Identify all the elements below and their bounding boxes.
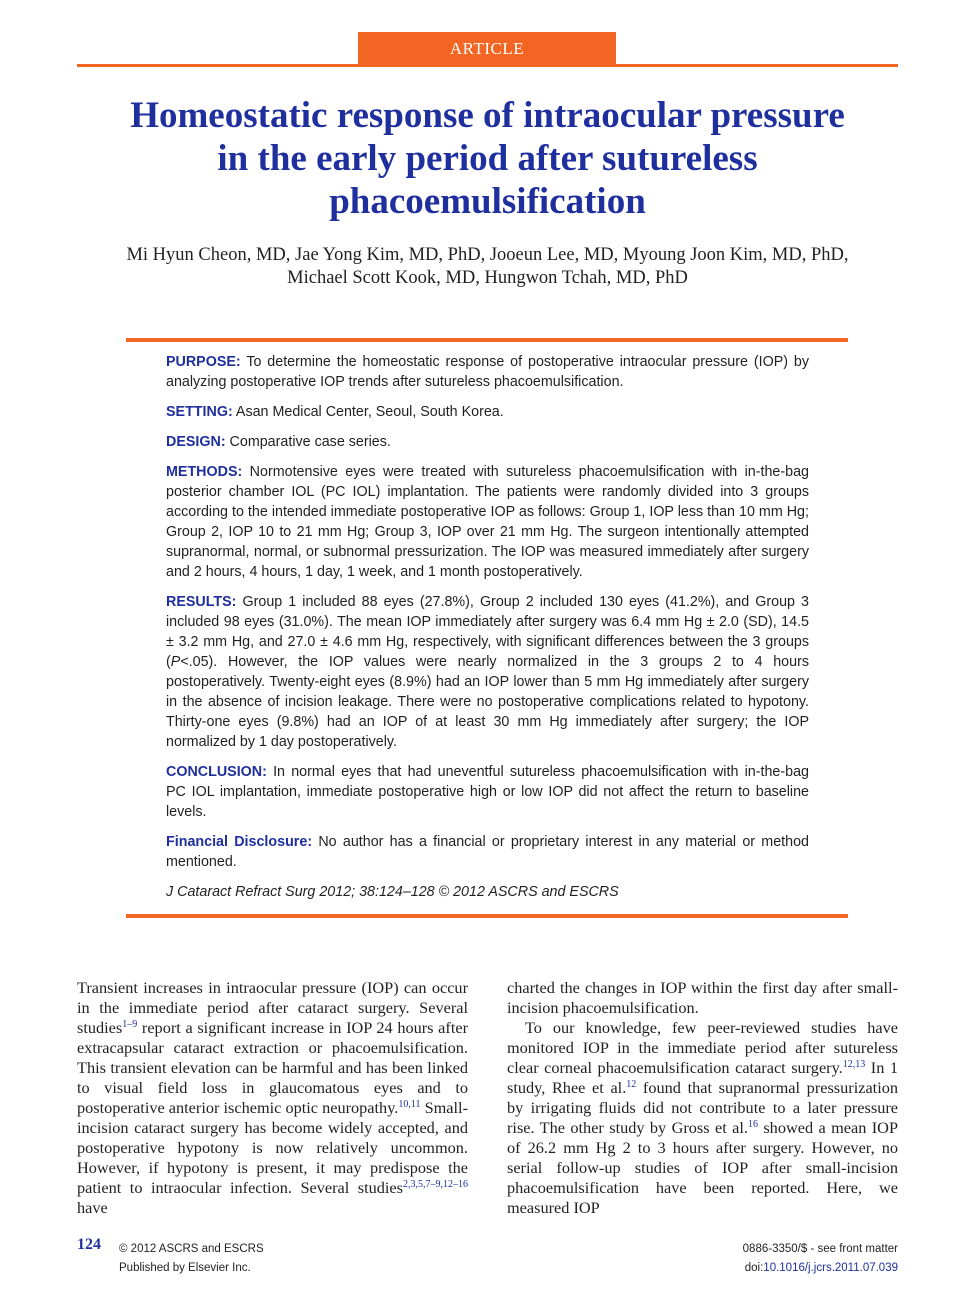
publisher-notice: Published by Elsevier Inc. [119,1262,251,1274]
author-line: Mi Hyun Cheon, MD, Jae Yong Kim, MD, PhD, Jooeun Lee, MD, Myoung Joon Kim, MD, PhD, [126,245,849,265]
doi-prefix: doi: [744,1262,764,1274]
reference-link[interactable]: 12,13 [842,1059,866,1070]
reference-link[interactable]: 2,3,5,7–9,12–16 [403,1179,468,1190]
title-line: phacoemulsification [329,181,646,222]
doi-link[interactable]: 10.1016/j.jcrs.2011.07.039 [763,1262,898,1274]
abstract-top-rule [126,338,848,342]
article-title [77,94,898,223]
body-text: found that supranormal pressurization by irrigating fluids did not contribute to a later pressure rise. The other study by Gross et al. [507,1078,899,1137]
abstract-text: To determine the homeostatic response of postoperative intraocular pressure (IOP) by analyzing postoperative IOP trends after sutureless phacoemulsification. [166,354,809,390]
body-column-right [507,978,898,1218]
abstract-text: <.05). However, the IOP values were nearly normalized in the 3 groups 2 to 4 hours postoperatively. Twenty-eight eyes (8.9%) had an IOP lower than 5 mm Hg immediately after surgery in the absence of incision leakage. There were no postoperative complications related to hypotony. Thirty-one eyes (9.8%) had an IOP of at least 30 mm Hg immediately after surgery; the IOP normalized by 1 day postoperatively. [166,654,809,750]
doi-line [743,1259,898,1278]
reference-link[interactable]: 16 [747,1119,758,1130]
abstract-label: CONCLUSION: [166,764,267,780]
footer-left [119,1240,264,1278]
body-text: have [77,1198,108,1217]
body-text: In 1 study, Rhee et al. [507,1058,898,1097]
abstract-setting [166,402,809,422]
copyright-notice: © 2012 ASCRS and ESCRS [119,1243,264,1255]
abstract [166,352,809,912]
abstract-conclusion [166,762,809,822]
abstract-label: RESULTS: [166,594,237,610]
header-rule [77,64,898,67]
body-text: To our knowledge, few peer-reviewed studies have monitored IOP in the immediate period after sutureless clear corneal phacoemulsification cataract surgery. [507,1018,898,1077]
abstract-design [166,432,809,452]
p-value-symbol: P [170,654,181,670]
abstract-label: METHODS: [166,464,243,480]
footer-right [743,1240,898,1278]
abstract-text: Asan Medical Center, Seoul, South Korea. [232,404,504,420]
abstract-text: In normal eyes that had uneventful sutureless phacoemulsification with in-the-bag PC IOL implantation, immediate postoperative high or low IOP did not affect the return to baseline levels. [166,764,809,820]
abstract-label: Financial Disclosure: [166,834,313,850]
body-column-left [77,978,468,1218]
reference-link[interactable]: 12 [626,1079,637,1090]
abstract-text: Normotensive eyes were treated with sutureless phacoemulsification with in-the-bag posterior chamber IOL (PC IOL) implantation. The patients were randomly divided into 3 groups according to the intended immediate postoperative IOP as follows: Group 1, IOP less than 10 mm Hg; Group 2, IOP 10 to 21 mm Hg; Group 3, IOP over 21 mm Hg. The surgeon intentionally attempted supranormal, normal, or subnormal pressurization. The IOP was measured immediately after surgery and 2 hours, 4 hours, 1 day, 1 week, and 1 month postoperatively. [166,464,809,580]
author-list [77,244,898,290]
author-line: Michael Scott Kook, MD, Hungwon Tchah, MD, PhD [287,268,688,288]
body-paragraph [507,1018,898,1218]
page-number: 124 [77,1236,101,1253]
reference-link[interactable]: 10,11 [398,1099,421,1110]
abstract-text: Group 1 included 88 eyes (27.8%), Group 2 included 130 eyes (41.2%), and Group 3 included 98 eyes (31.0%). The mean IOP immediately after surgery was 6.4 mm Hg ± 2.0 (SD), 14.5 ± 3.2 mm Hg, and 27.0 ± 4.6 mm Hg, respectively, with significant differences between the 3 groups ( [166,594,809,670]
abstract-label: PURPOSE: [166,354,241,370]
body-text: report a significant increase in IOP 24 hours after extracapsular cataract extraction or phacoemulsification. This transient elevation can be harmful and has been linked to visual field loss in glaucomatous eyes and to postoperative anterior ischemic optic neuropathy. [77,1018,468,1117]
body-text: Small-incision cataract surgery has become widely accepted, and postoperative hypotony is now relatively uncommon. However, if hypotony is present, it may predispose the patient to intraocular infection. Several studies [77,1098,468,1197]
abstract-text: Comparative case series. [225,434,391,450]
body-paragraph [77,978,468,1218]
abstract-results [166,592,809,752]
abstract-label: SETTING: [166,404,233,420]
body-text: Transient increases in intraocular pressure (IOP) can occur in the immediate period after cataract surgery. Several studies [77,978,468,1037]
body-text: showed a mean IOP of 26.2 mm Hg 2 to 3 hours after surgery. However, no serial follow-up studies of IOP after small-incision phacoemulsification have been reported. Here, we measured IOP [507,1118,898,1217]
abstract-methods [166,462,809,582]
body-paragraph: charted the changes in IOP within the first day after small-incision phacoemulsification. [507,978,898,1017]
abstract-label: DESIGN: [166,434,226,450]
abstract-disclosure [166,832,809,872]
abstract-text: No author has a financial or proprietary interest in any material or method mentioned. [166,834,809,870]
title-line: in the early period after sutureless [217,138,758,179]
abstract-bottom-rule [126,914,848,918]
article-section-label: ARTICLE [358,32,616,64]
abstract-purpose [166,352,809,392]
issn-notice: 0886-3350/$ - see front matter [742,1243,898,1255]
title-line: Homeostatic response of intraocular pressure [130,95,845,136]
reference-link[interactable]: 1–9 [122,1019,138,1030]
journal-citation: J Cataract Refract Surg 2012; 38:124–128 © 2012 ASCRS and ESCRS [166,884,619,900]
